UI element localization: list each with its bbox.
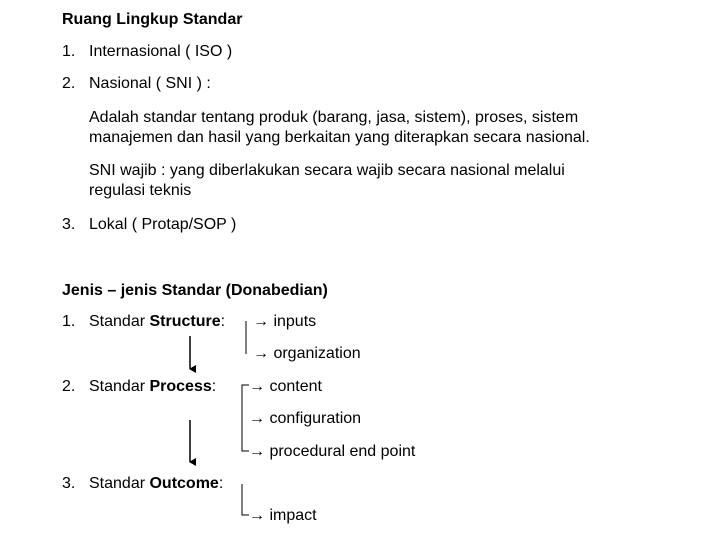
- component-label: organization: [273, 345, 361, 362]
- component-label: content: [269, 378, 322, 395]
- paragraph-sni-line-2: manajemen dan hasil yang berkaitan yang diterapkan secara nasional.: [89, 129, 590, 146]
- list-suffix: :: [211, 378, 217, 395]
- bracket-process: [242, 385, 249, 451]
- list-number: 3.: [62, 216, 76, 233]
- list-prefix: Standar: [89, 475, 150, 492]
- list-number: 3.: [62, 475, 76, 492]
- component-label: procedural end point: [269, 443, 416, 460]
- component-label: configuration: [269, 410, 362, 427]
- list-number: 1.: [62, 43, 76, 60]
- paragraph-sni-wajib-line-2: regulasi teknis: [89, 182, 192, 199]
- component-label: impact: [269, 507, 317, 524]
- arrow-right-icon: →: [249, 443, 265, 460]
- component-label: inputs: [273, 313, 317, 330]
- list-text: Nasional ( SNI ) :: [89, 75, 211, 92]
- list-number: 2.: [62, 378, 76, 395]
- list-bold-term: Process: [149, 378, 212, 395]
- list-number: 1.: [62, 313, 76, 330]
- arrow-right-icon: →: [253, 345, 269, 362]
- paragraph-sni-wajib-line-1: SNI wajib : yang diberlakukan secara wajib secara nasional melalui: [89, 162, 565, 179]
- arrow-right-icon: →: [249, 507, 265, 524]
- list-text: Lokal ( Protap/SOP ): [89, 216, 237, 233]
- arrow-right-icon: →: [249, 378, 265, 395]
- list-suffix: :: [218, 475, 224, 492]
- list-text: Internasional ( ISO ): [89, 43, 233, 60]
- paragraph-sni-line-1: Adalah standar tentang produk (barang, jasa, sistem), proses, sistem: [89, 109, 579, 126]
- list-bold-term: Outcome: [149, 475, 219, 492]
- list-number: 2.: [62, 75, 76, 92]
- list-suffix: :: [220, 313, 226, 330]
- list-prefix: Standar: [89, 313, 150, 330]
- list-bold-term: Structure: [149, 313, 221, 330]
- list-prefix: Standar: [89, 378, 150, 395]
- arrow-right-icon: →: [249, 410, 265, 427]
- bracket-outcome: [242, 484, 249, 515]
- arrow-right-icon: →: [253, 313, 269, 330]
- heading-jenis-standar: Jenis – jenis Standar (Donabedian): [62, 282, 328, 299]
- heading-ruang-lingkup: Ruang Lingkup Standar: [62, 11, 243, 28]
